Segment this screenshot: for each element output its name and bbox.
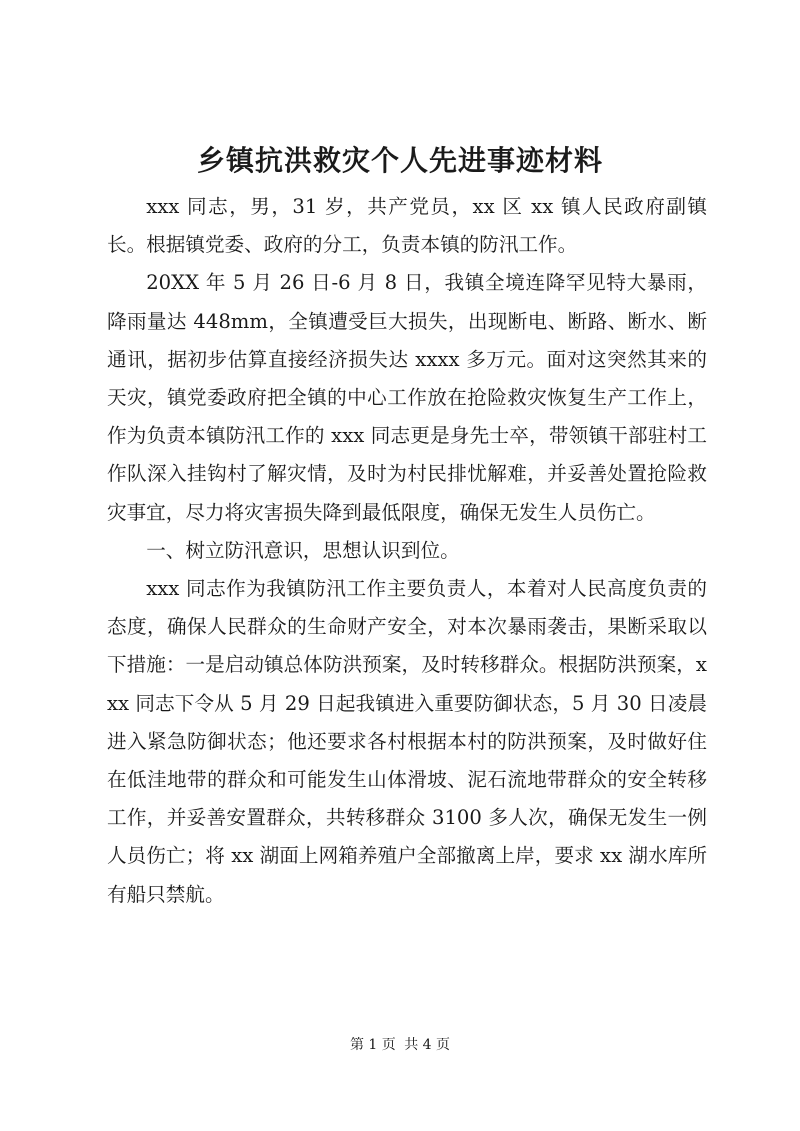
paragraph-measures: xxx 同志作为我镇防汛工作主要负责人，本着对人民高度负责的态度，确保人民群众的生命财产安全，对本次暴雨袭击，果断采取以下措施：一是启动镇总体防洪预案，及时转移群众。根据防洪预案，xxx 同志下令从 5 月 29 日起我镇进入重要防御状态，5 月 30 日凌晨进入紧急防御状态；他还要求各村根据本村的防洪预案，及时做好住在低洼地带的群众和可能发生山体滑坡、泥石流地带群众的安全转移工作，并妥善安置群众，共转移群众 3100 多人次，确保无发生一例人员伤亡；将 xx 湖面上网箱养殖户全部撤离上岸，要求 xx 湖水库所有船只禁航。 [107,577,707,906]
page-footer [0,1035,800,1055]
total-pages: 共 4 页 [404,1037,451,1053]
document-title: 乡镇抗洪救灾个人先进事迹材料 [196,144,603,177]
page-number: 第 1 页 [349,1037,396,1053]
document-body [107,188,707,914]
section-heading-1: 一、树立防汛意识，思想认识到位。 [146,538,460,562]
paragraph-intro: xxx 同志，男，31 岁，共产党员，xx 区 xx 镇人民政府副镇长。根据镇党委、政府的分工，负责本镇的防汛工作。 [107,195,707,257]
paragraph-flood-description: 20XX 年 5 月 26 日-6 月 8 日，我镇全境连降罕见特大暴雨，降雨量达 448mm，全镇遭受巨大损失，出现断电、断路、断水、断通讯，据初步估算直接经济损失达 xxxx 多万元。面对这突然其来的天灾，镇党委政府把全镇的中心工作放在抢险救灾恢复生产工作上，作为负责本镇防汛工作的 xxx 同志更是身先士卒，带领镇干部驻村工作队深入挂钩村了解灾情，及时为村民排忧解难，并妥善处置抢险救灾事宜，尽力将灾害损失降到最低限度，确保无发生人员伤亡。 [107,271,707,524]
